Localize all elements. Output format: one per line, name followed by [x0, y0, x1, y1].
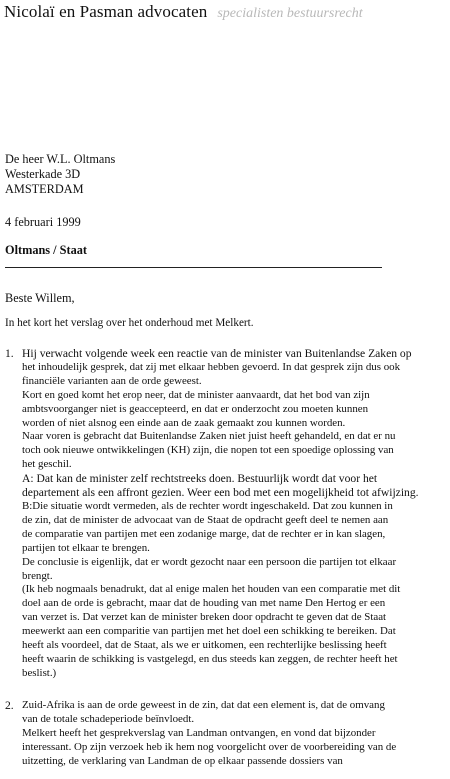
item-number: 1. [5, 347, 14, 360]
recipient-street: Westerkade 3D [5, 167, 81, 181]
letter-subject: Oltmans / Staat [5, 243, 87, 257]
item-line: het geschil. [22, 458, 72, 471]
item-line: meewerkt aan een comparitie van partijen met het doel een schikking te bereiken. Dat [22, 625, 396, 638]
item-line: Melkert heeft het gesprekverslag van Landman ontvangen, en vond dat bijzonder [22, 726, 376, 739]
item-line: ambtsvoorganger niet is geaccepteerd, en dat er onderzocht zou moeten kunnen [22, 402, 369, 415]
subject-divider [5, 267, 382, 268]
recipient-address [5, 152, 115, 197]
item-line: toch ook nieuwe ontwikkelingen (KH) zijn, die nopen tot een spoedige oplossing van [22, 444, 394, 457]
item-line: departement als een affront gezien. Weer een bod met een mogelijkheid tot afwijzing. [22, 486, 419, 500]
recipient-name: De heer W.L. Oltmans [5, 152, 116, 166]
item-line: Zuid-Afrika is aan de orde geweest in de zin, dat dat een element is, dat de omvang [22, 699, 385, 711]
item-line: interessant. Op zijn verzoek heb ik hem nog voorgelicht over de voorbereiding van de [22, 740, 397, 753]
item-line: worden of niet alsnog een einde aan de zaak gemaakt zou kunnen worden. [22, 416, 346, 429]
item-line: De conclusie is eigenlijk, dat er wordt gezocht naar een persoon die partijen tot elkaar [22, 555, 397, 568]
recipient-city: AMSTERDAM [5, 182, 84, 196]
item-line: A: Dat kan de minister zelf rechtstreeks doen. Bestuurlijk wordt dat voor het [22, 472, 378, 486]
item-line: Naar voren is gebracht dat Buitenlandse Zaken niet juist heeft gehandeld, en dat er nu [22, 430, 396, 443]
item-body [22, 699, 445, 769]
item-line: uitzetting, de verklaring van Landman de op elkaar passende dossiers van [22, 754, 343, 767]
item-line: beslist.) [22, 666, 57, 679]
intro-line: In het kort het verslag over het onderhoud met Melkert. [5, 317, 254, 329]
letter-date: 4 februari 1999 [5, 215, 81, 229]
item-line: van de totale schadeperiode beïnvloedt. [22, 712, 195, 725]
item-line: heeft als voordeel, dat de Staat, als we er uitkomen, een rechterlijke beslissing heeft [22, 639, 387, 652]
item-line: heeft waarin de schikking is vastgelegd, en dus steeds kan zeggen, de rechter heeft het [22, 652, 398, 665]
letterhead [4, 2, 363, 22]
item-line: partijen tot elkaar te brengen. [22, 541, 150, 554]
item-number: 2. [5, 699, 14, 712]
firm-name: Nicolaï en Pasman advocaten [4, 2, 208, 21]
item-line: brengt. [22, 569, 53, 582]
item-line: het inhoudelijk gesprek, dat zij met elkaar hebben gevoerd. In dat gesprek zijn dus ook [22, 360, 401, 373]
item-line: van verzet is. Dat verzet kan de minister breken door opdracht te geven dat de Staat [22, 611, 387, 624]
item-line: Hij verwacht volgende week een reactie van de minister van Buitenlandse Zaken op [22, 347, 412, 360]
item-line: de zin, dat de minister de advocaat van de Staat de opdracht geeft deel te nemen aan [22, 513, 389, 526]
item-line: (Ik heb nogmaals benadrukt, dat al enige malen het houden van een comparatie met dit [22, 583, 401, 596]
item-line: financiële varianten aan de orde geweest. [22, 374, 202, 387]
salutation: Beste Willem, [5, 291, 75, 305]
item-line: B:Die situatie wordt vermeden, als de rechter wordt ingeschakeld. Dat zou kunnen in [22, 499, 393, 512]
item-line: Kort en goed komt het erop neer, dat de minister aanvaardt, dat het bod van zijn [22, 388, 370, 401]
firm-tagline: specialisten bestuursrecht [217, 6, 363, 21]
item-body [22, 347, 445, 681]
item-line: de comparatie van partijen met een zodanige marge, dat de rechter er in kan slagen, [22, 527, 386, 540]
item-line: doel aan de orde is gebracht, maar dat de houding van met name Den Hertog er een [22, 597, 386, 610]
